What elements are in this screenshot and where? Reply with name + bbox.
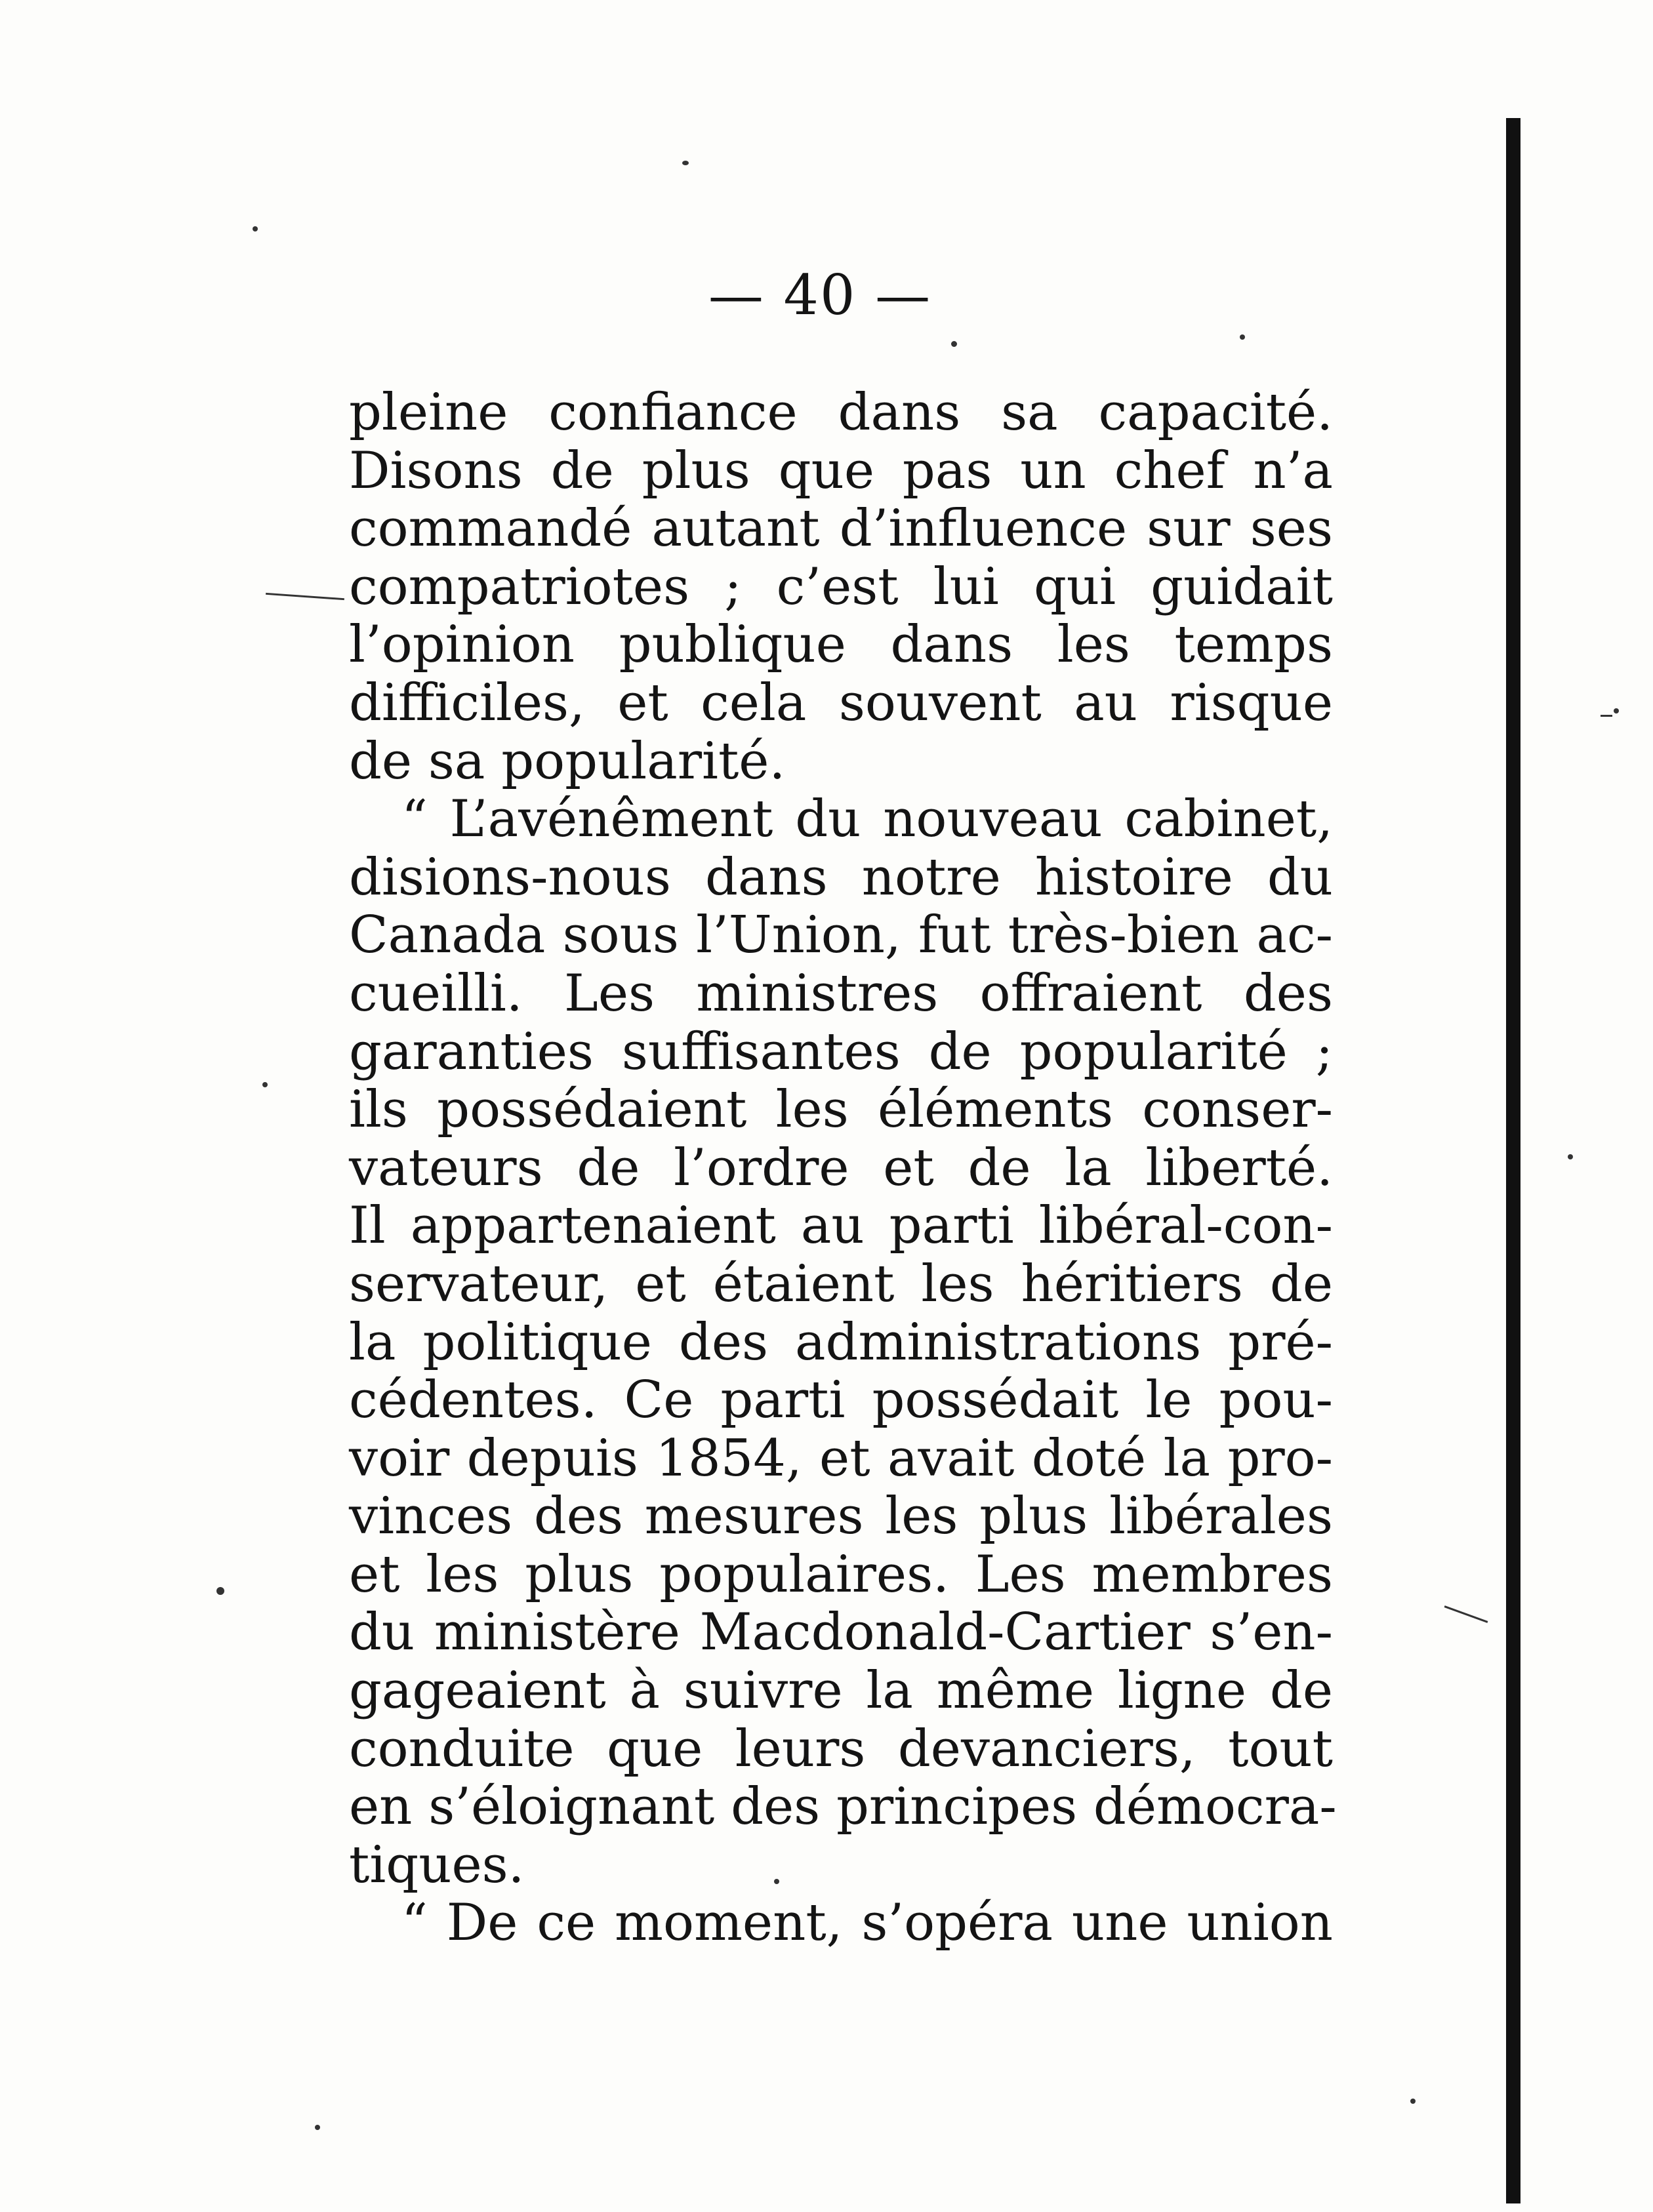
scan-speck [1568,1154,1573,1159]
text-line: “ De ce moment, s’opéra une union [401,1893,1333,1953]
page-number: — 40 — [708,263,932,327]
text-line: disions-nous dans notre histoire du [349,847,1333,907]
body-text [349,383,1337,1953]
text-line: de sa popularité. [349,731,786,791]
text-line: vateurs de l’ordre et de la liberté. [349,1138,1333,1197]
text-line: conduite que leurs devanciers, tout [349,1719,1333,1779]
text-line: cédentes. Ce parti possédait le pou- [349,1371,1333,1430]
scan-speck [216,1587,224,1595]
stray-mark [266,593,344,600]
text-line: du ministère Macdonald-Cartier s’en- [349,1603,1333,1662]
text-line: servateur, et étaient les héritiers de [349,1254,1333,1314]
text-line: l’opinion publique dans les temps [349,615,1333,675]
stray-mark [1444,1605,1488,1623]
text-line: Disons de plus que pas un chef n’a [349,441,1333,500]
text-line: tiques. [349,1835,525,1895]
scan-speck [1240,334,1245,340]
scan-speck [951,341,957,347]
scan-speck [262,1082,268,1087]
text-line: difficiles, et cela souvent au risque [349,673,1333,733]
text-line: en s’éloignant des principes démocra- [349,1777,1337,1837]
text-line: Canada sous l’Union, fut très-bien ac- [349,906,1333,965]
scan-speck [315,2125,320,2130]
text-line: garanties suffisantes de popularité ; [349,1022,1333,1081]
scan-speck [682,161,689,165]
text-line: vinces des mesures les plus libérales [349,1487,1333,1546]
text-line: “ L’avénêment du nouveau cabinet, [401,790,1333,849]
text-line: Il appartenaient au parti libéral-con- [349,1196,1333,1256]
text-line: ils possédaient les éléments conser- [349,1080,1333,1140]
text-line: gageaient à suivre la même ligne de [349,1661,1333,1721]
scan-speck [1614,708,1619,714]
text-line: pleine confiance dans sa capacité. [349,383,1333,442]
stray-mark [1601,715,1612,717]
scan-speck [253,226,258,231]
text-line: voir depuis 1854, et avait doté la pro- [349,1428,1333,1488]
text-line: et les plus populaires. Les membres [349,1544,1333,1604]
scan-speck [1410,2099,1416,2104]
text-line: la politique des administrations pré- [349,1312,1333,1372]
binding-edge [1506,118,1520,2203]
scan-speck [774,1879,779,1884]
text-line: cueilli. Les ministres offraient des [349,963,1333,1023]
text-line: compatriotes ; c’est lui qui guidait [349,557,1333,616]
text-line: commandé autant d’influence sur ses [349,499,1333,559]
